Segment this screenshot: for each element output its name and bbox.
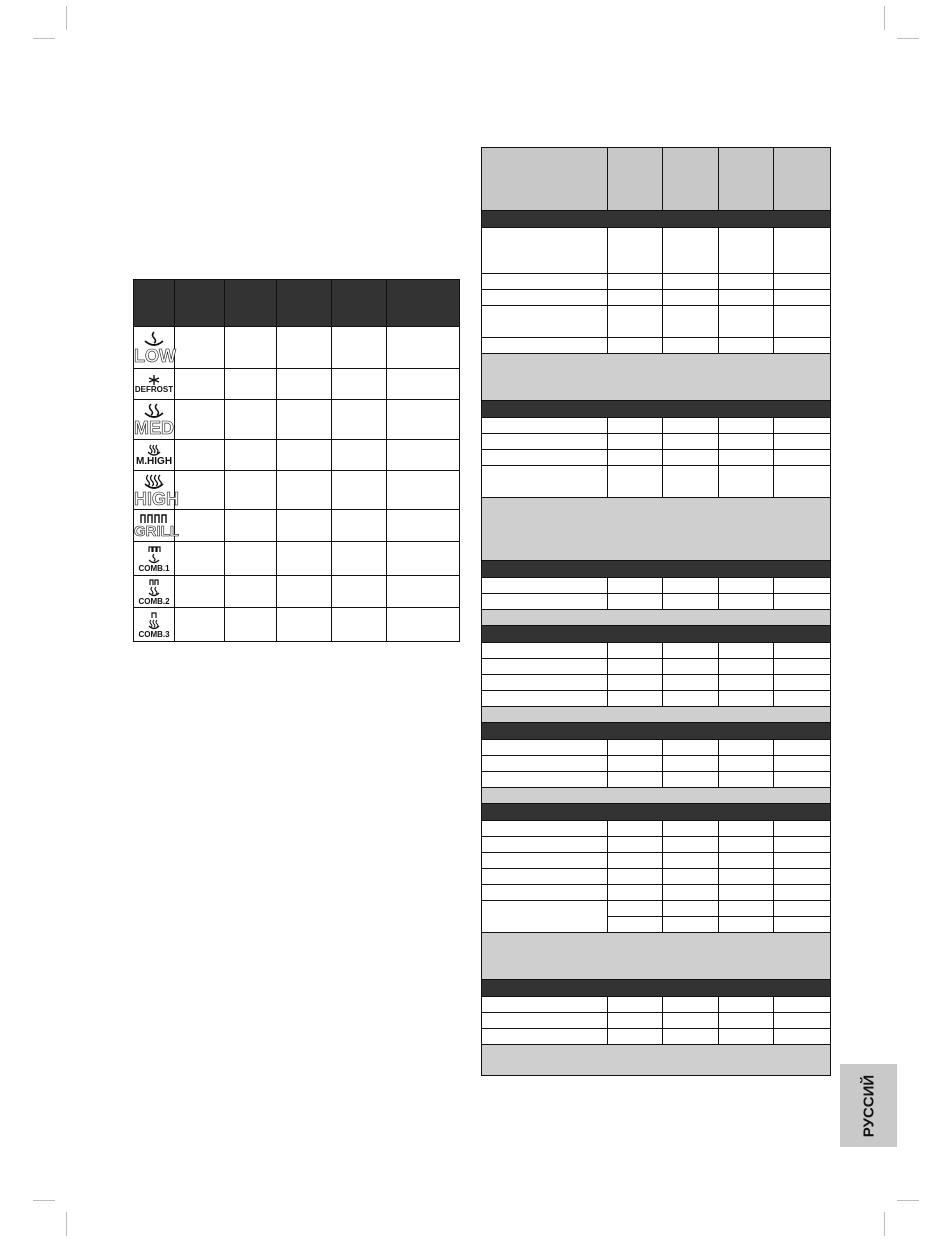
table-row (482, 450, 831, 466)
section-bar (482, 211, 831, 228)
table-row (482, 853, 831, 869)
table-row (482, 772, 831, 788)
crop-mark (66, 6, 67, 30)
header-cell (663, 148, 719, 211)
language-tab-label: РУССИЙ (860, 1074, 877, 1137)
table-row (134, 369, 460, 400)
power-level-table (133, 279, 460, 642)
low-power-icon (141, 330, 167, 347)
note-row (482, 498, 831, 561)
table-row (482, 306, 831, 338)
table-row (134, 471, 460, 510)
table-row (482, 274, 831, 290)
mode-cell-comb3 (134, 608, 175, 642)
table-row (482, 290, 831, 306)
table-row (482, 821, 831, 837)
table-row (134, 510, 460, 542)
combination-2-icon (146, 578, 162, 598)
mode-label: COMB.1 (138, 563, 170, 573)
cooking-guide-table (481, 147, 831, 1076)
section-bar (482, 804, 831, 821)
crop-mark (884, 6, 885, 30)
mode-cell-comb1 (134, 542, 175, 576)
table-row (134, 440, 460, 471)
table-row (134, 608, 460, 642)
mode-label: COMB.3 (138, 629, 170, 639)
header-cell (225, 280, 277, 327)
header-cell (482, 148, 608, 211)
mode-label: M.HIGH (135, 455, 173, 467)
note-row (482, 354, 831, 401)
mode-cell-med (134, 400, 175, 440)
medium-power-icon (141, 402, 167, 419)
table-row (482, 756, 831, 772)
header-cell (719, 148, 774, 211)
crop-mark (33, 38, 55, 39)
table-row (482, 1029, 831, 1045)
combination-1-icon (146, 545, 162, 565)
table-row (482, 869, 831, 885)
section-bar (482, 401, 831, 418)
grill-icon (139, 513, 169, 524)
header-cell (175, 280, 225, 327)
table-row (482, 837, 831, 853)
table-row (134, 576, 460, 608)
crop-mark (884, 1212, 885, 1236)
mode-cell-grill (134, 510, 179, 542)
section-bar (482, 723, 831, 740)
language-tab (840, 1064, 897, 1147)
header-cell (332, 280, 387, 327)
header-cell (134, 280, 175, 327)
crop-mark (897, 38, 919, 39)
mode-label: COMB.2 (138, 596, 170, 606)
table-row (482, 578, 831, 594)
mode-cell-comb2 (134, 576, 175, 608)
note-row (482, 933, 831, 980)
table-row (134, 542, 460, 576)
cook-table-header (482, 148, 831, 211)
mode-label: LOW (134, 346, 176, 366)
crop-mark (897, 1200, 919, 1201)
section-bar (482, 561, 831, 578)
table-row (482, 434, 831, 450)
table-row (134, 400, 460, 440)
table-row (482, 594, 831, 610)
mode-label: HIGH (134, 488, 179, 509)
header-cell (774, 148, 831, 211)
note-row (482, 707, 831, 723)
mode-cell-defrost (134, 369, 175, 400)
crop-mark (33, 1200, 55, 1201)
table-row (134, 327, 460, 369)
table-row (482, 228, 831, 274)
mode-label: MED (134, 418, 174, 438)
crop-mark (66, 1212, 67, 1236)
mode-cell-mhigh (134, 440, 175, 471)
table-row (482, 997, 831, 1013)
mode-cell-high (134, 471, 179, 510)
note-row (482, 610, 831, 626)
mode-label: GRILL (134, 522, 179, 540)
table-row (482, 675, 831, 691)
table-row (482, 418, 831, 434)
header-cell (608, 148, 663, 211)
table-row (482, 901, 831, 917)
medium-high-power-icon (145, 444, 163, 457)
section-bar (482, 980, 831, 997)
table-row (482, 691, 831, 707)
section-bar (482, 626, 831, 643)
table-row (482, 338, 831, 354)
header-cell (277, 280, 332, 327)
table-row (482, 740, 831, 756)
table-row (482, 1013, 831, 1029)
combination-3-icon (146, 611, 162, 631)
note-row (482, 1045, 831, 1076)
power-table-header (134, 280, 460, 327)
table-row (482, 466, 831, 498)
mode-label: DEFROST (134, 385, 174, 394)
mode-cell-low (134, 327, 175, 369)
table-row (482, 643, 831, 659)
note-row (482, 788, 831, 804)
high-power-icon (141, 473, 167, 490)
table-row (482, 885, 831, 901)
table-row (482, 659, 831, 675)
header-cell (387, 280, 460, 327)
